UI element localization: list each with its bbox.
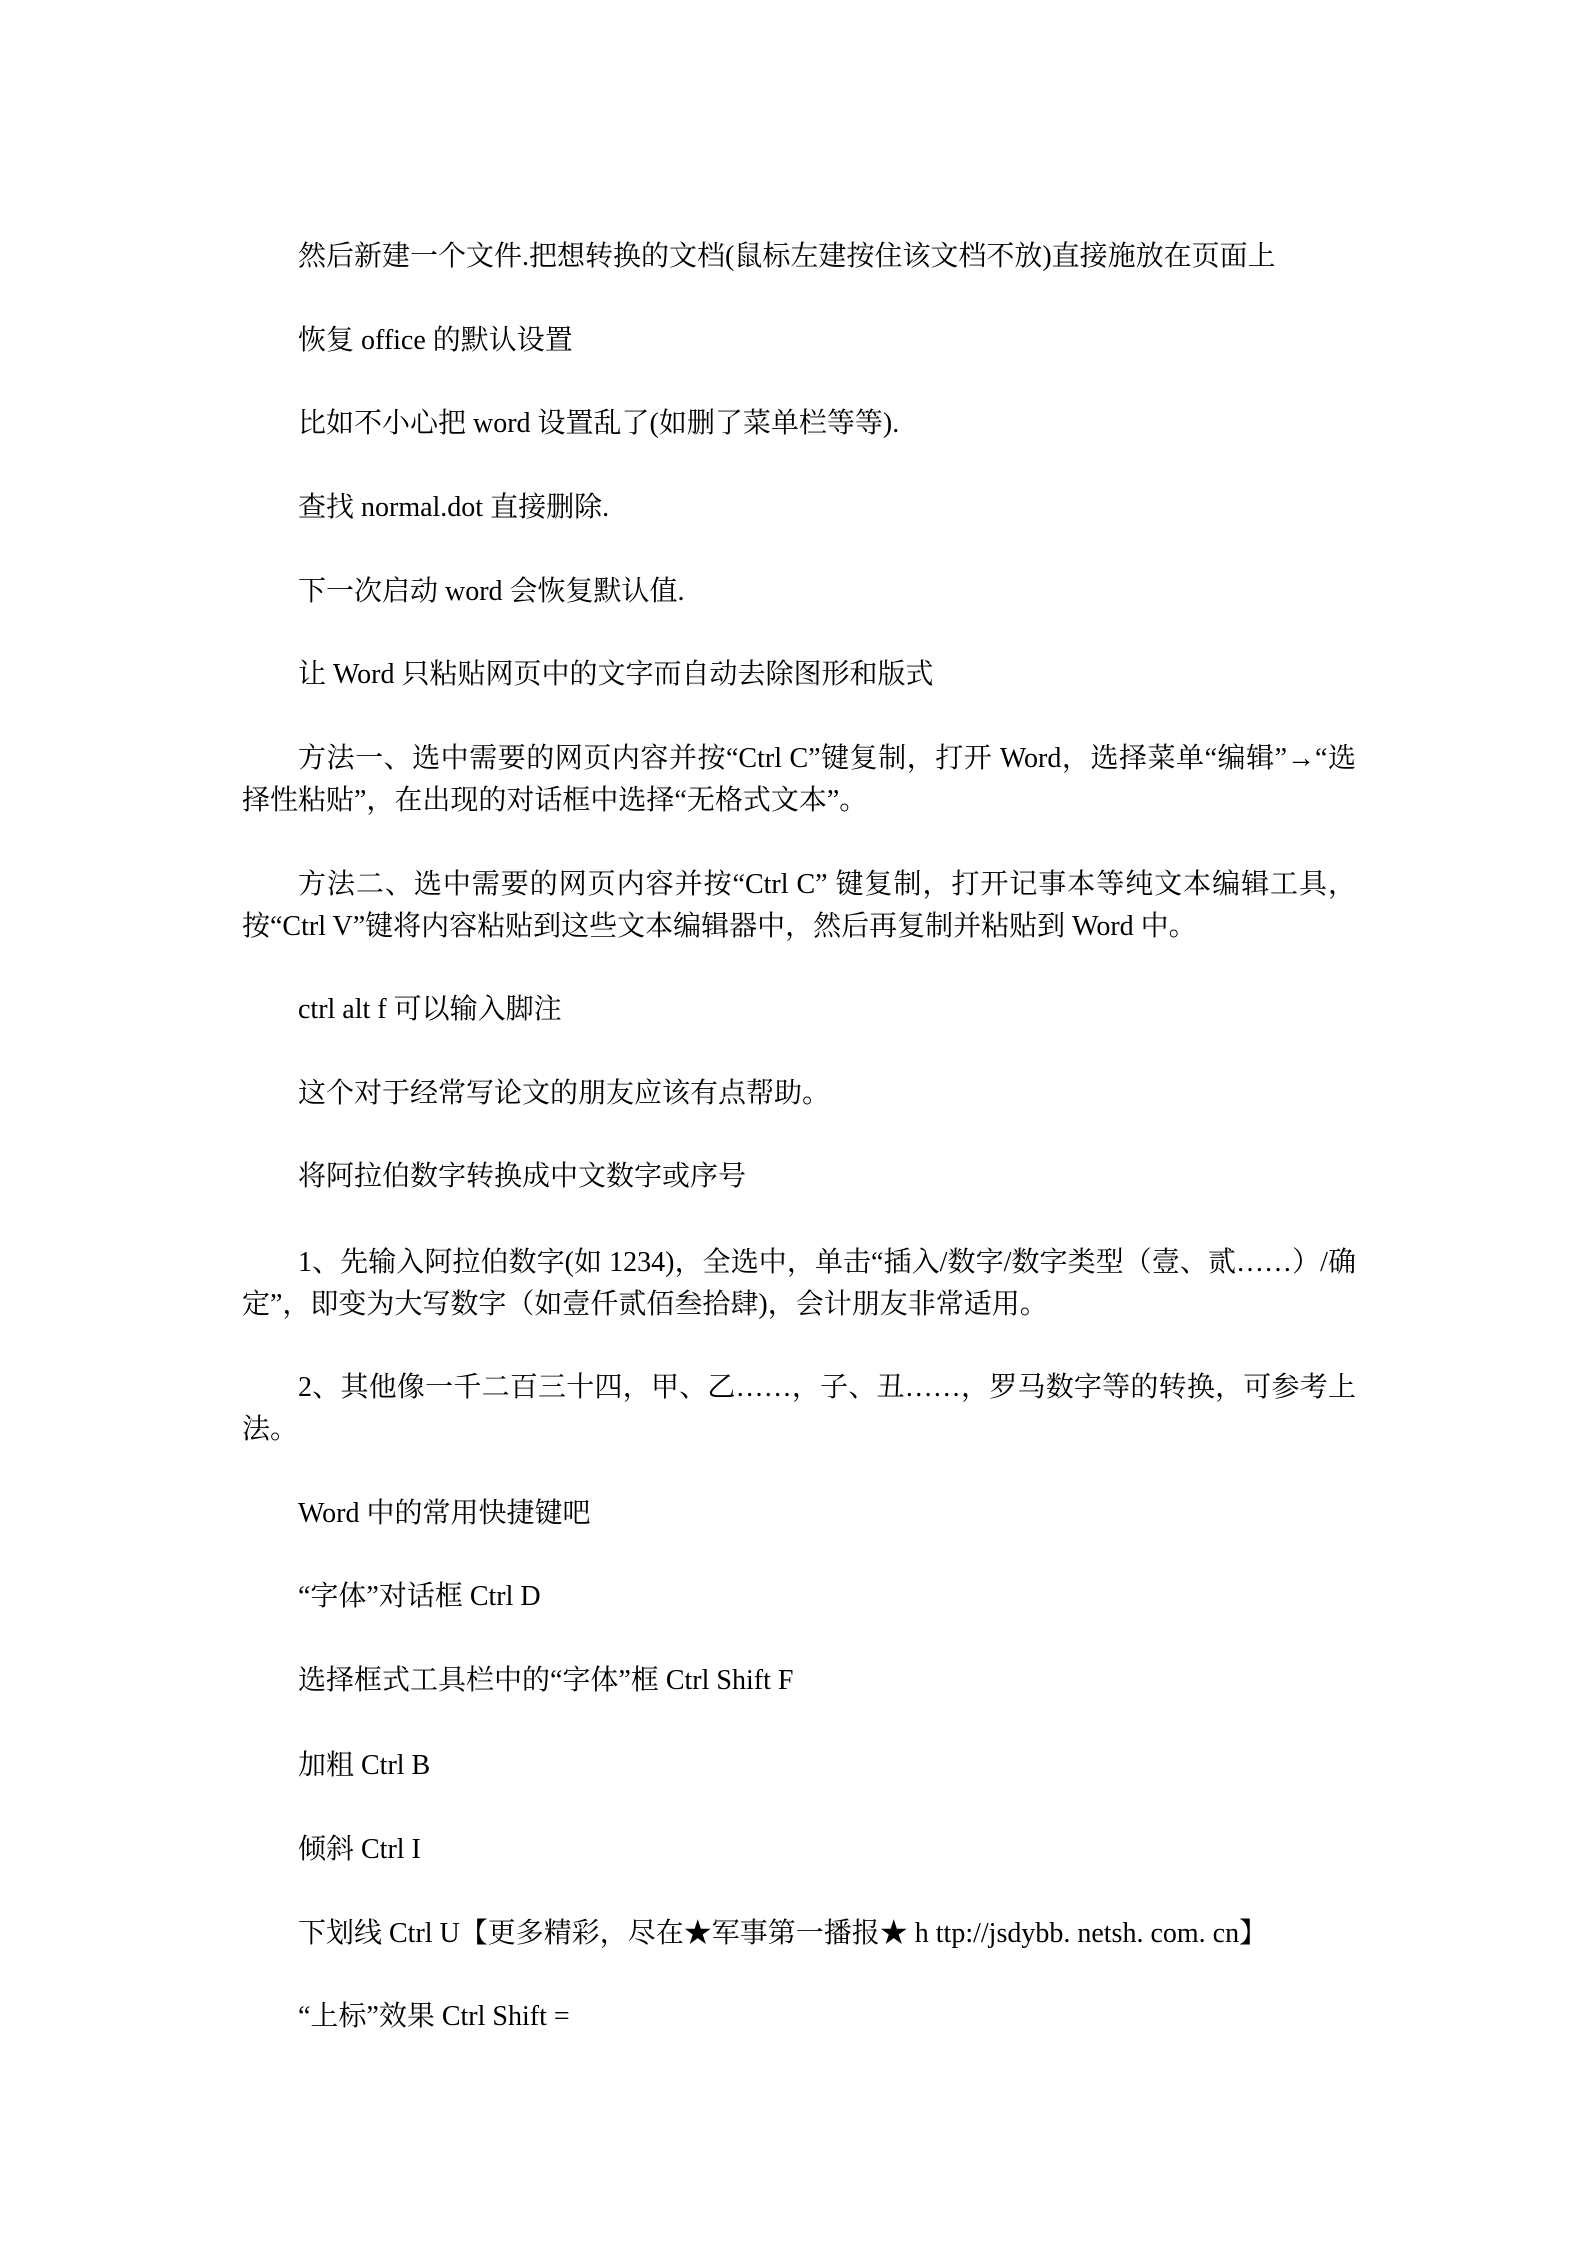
paragraph: Word 中的常用快捷键吧 (298, 1498, 591, 1529)
paragraph: 方法二、选中需要的网页内容并按“Ctrl C” 键复制，打开记事本等纯文本编辑工具，按“Ctrl V”键将内容粘贴到这些文本编辑器中，然后再复制并粘贴到 Word 中。 (242, 869, 1356, 942)
paragraph: 然后新建一个文件.把想转换的文档(鼠标左建按住该文档不放)直接施放在页面上 (298, 241, 1276, 272)
paragraph: 将阿拉伯数字转换成中文数字或序号 (298, 1161, 747, 1192)
paragraph: 方法一、选中需要的网页内容并按“Ctrl C”键复制，打开 Word，选择菜单“编辑”→“选择性粘贴”，在出现的对话框中选择“无格式文本”。 (242, 743, 1356, 816)
paragraph: 下一次启动 word 会恢复默认值. (298, 576, 685, 607)
paragraph: 让 Word 只粘贴网页中的文字而自动去除图形和版式 (298, 659, 934, 690)
paragraph: 恢复 office 的默认设置 (298, 325, 573, 356)
paragraph: 2、其他像一千二百三十四，甲、乙……，子、丑……，罗马数字等的转换，可参考上法。 (242, 1372, 1356, 1445)
paragraph: “字体”对话框 Ctrl D (298, 1581, 541, 1612)
paragraph: “上标”效果 Ctrl Shift = (298, 2001, 570, 2032)
paragraph: 查找 normal.dot 直接删除. (298, 492, 610, 523)
paragraph: 这个对于经常写论文的朋友应该有点帮助。 (298, 1078, 831, 1109)
paragraph: 倾斜 Ctrl I (298, 1834, 421, 1865)
paragraph: 加粗 Ctrl B (298, 1750, 431, 1781)
paragraph: ctrl alt f 可以输入脚注 (298, 994, 562, 1025)
paragraph: 下划线 Ctrl U【更多精彩，尽在★军事第一播报★ h ttp://jsdybb. netsh. com. cn】 (298, 1918, 1268, 1949)
paragraph: 选择框式工具栏中的“字体”框 Ctrl Shift F (298, 1665, 794, 1696)
paragraph: 1、先输入阿拉伯数字(如 1234)，全选中，单击“插入/数字/数字类型（壹、贰……）/确定”，即变为大写数字（如壹仟贰佰叁拾肆)，会计朋友非常适用。 (242, 1247, 1356, 1320)
paragraph: 比如不小心把 word 设置乱了(如删了菜单栏等等). (298, 408, 900, 439)
